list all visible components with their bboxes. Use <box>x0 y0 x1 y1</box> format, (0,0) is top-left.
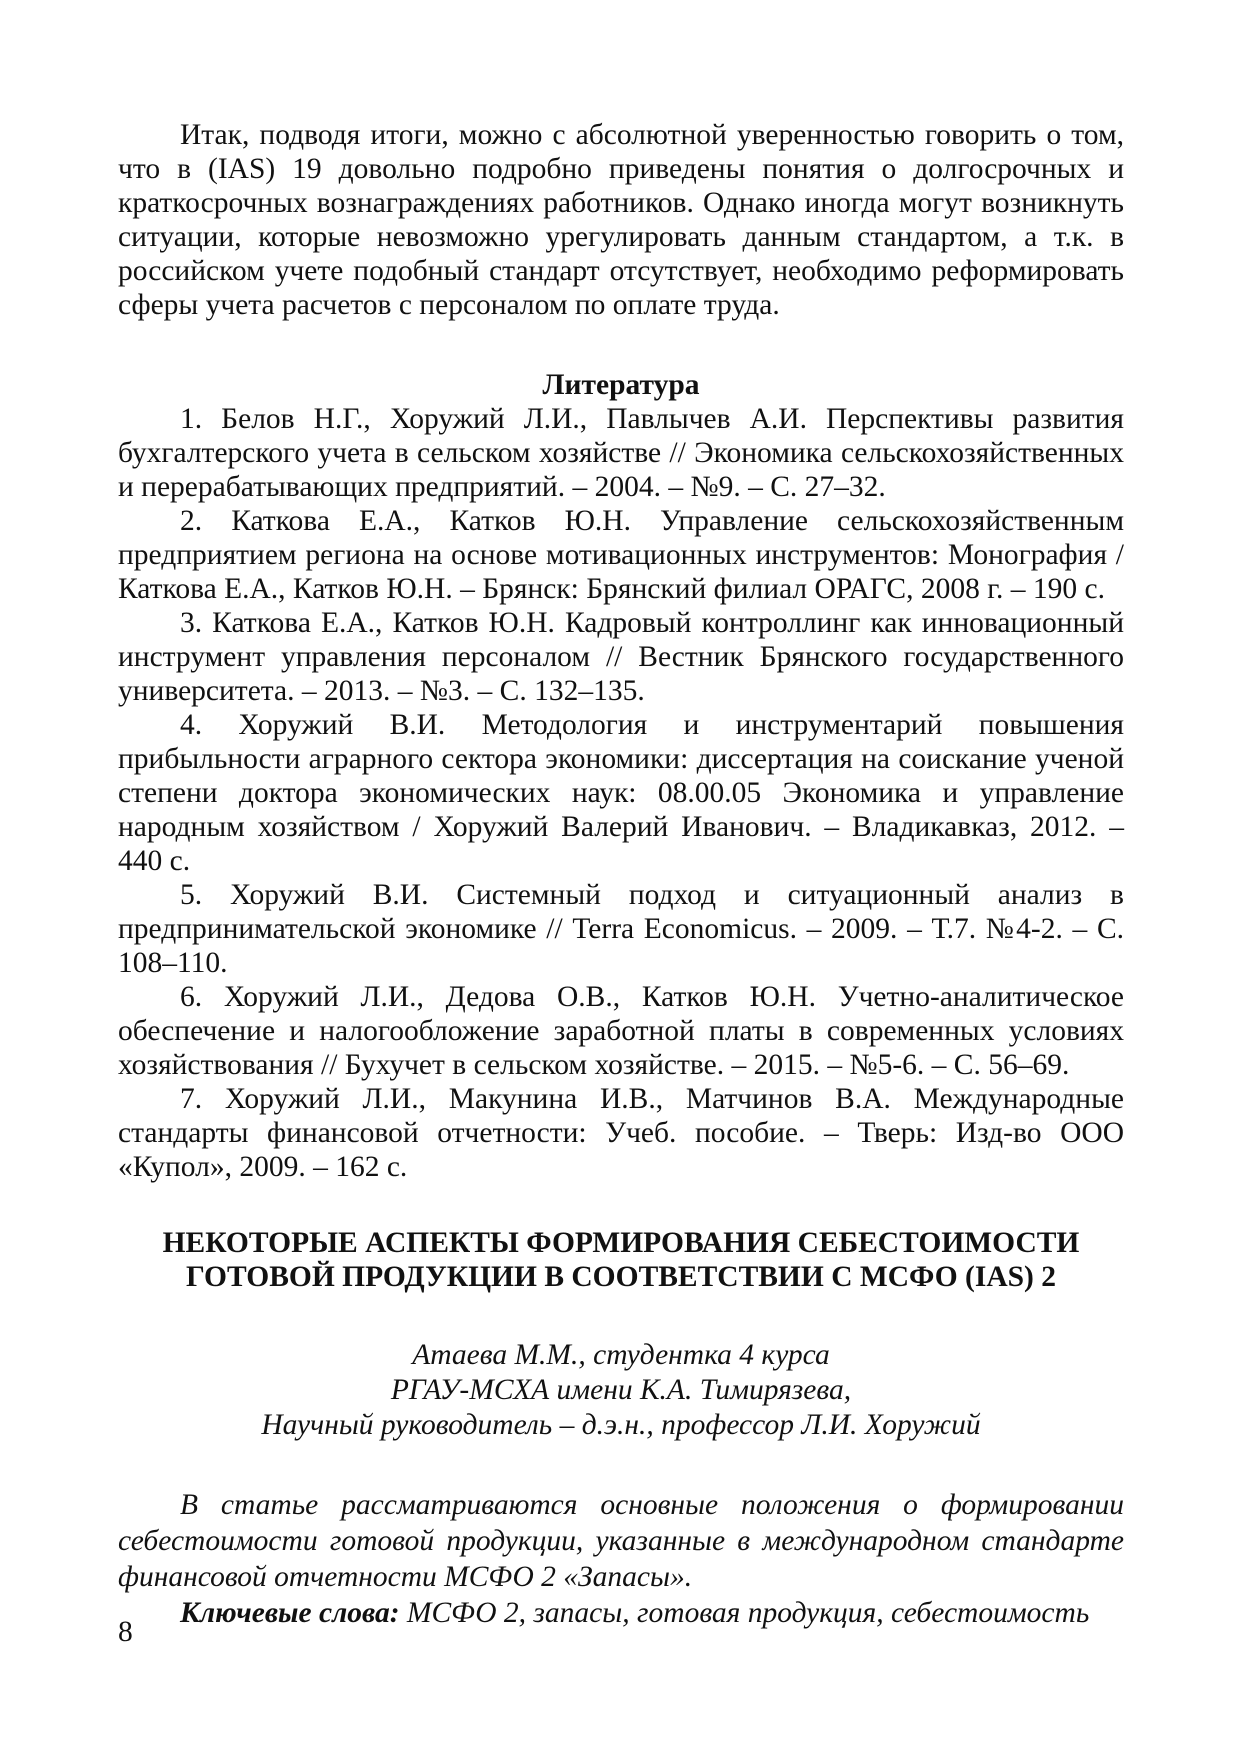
literature-heading: Литература <box>542 369 700 401</box>
article-title <box>118 1226 1124 1294</box>
author-name: Атаева М.М., студентка 4 курса <box>412 1339 830 1371</box>
reference-item: 4. Хоружий В.И. Методология и инструментарий повышения прибыльности аграрного сектора экономики: диссертация на соискание ученой степени доктора экономических наук: 08.00.05 Экономика и управление народным хозяйством / Хоружий Валерий Иванович. – Владикавказ, 2012. – 440 с. <box>118 709 1124 877</box>
page-number: 8 <box>118 1616 133 1648</box>
keywords-label: Ключевые слова: <box>180 1597 400 1629</box>
reference-item: 7. Хоружий Л.И., Макунина И.В., Матчинов В.А. Международные стандарты финансовой отчетности: Учеб. пособие. – Тверь: Изд-во ООО «Купол», 2009. – 162 с. <box>118 1083 1124 1183</box>
article-title-line: НЕКОТОРЫЕ АСПЕКТЫ ФОРМИРОВАНИЯ СЕБЕСТОИМОСТИ <box>162 1227 1080 1259</box>
conclusion-paragraph: Итак, подводя итоги, можно с абсолютной уверенностью говорить о том, что в (IAS) 19 довольно подробно приведены понятия о долгосрочных и краткосрочных вознаграждениях работников. Однако иногда могут возникнуть ситуации, которые невозможно урегулировать данным стандартом, а т.к. в российском учете подобный стандарт отсутствует, необходимо реформировать сферы учета расчетов с персоналом по оплате труда. <box>118 119 1124 321</box>
author-block <box>118 1338 1124 1443</box>
page-content <box>118 118 1124 1631</box>
article-title-line: ГОТОВОЙ ПРОДУКЦИИ В СООТВЕТСТВИИ С МСФО (IAS) 2 <box>185 1261 1057 1293</box>
reference-item: 6. Хоружий Л.И., Дедова О.В., Катков Ю.Н. Учетно-аналитическое обеспечение и налогообложение заработной платы в современных условиях хозяйствования // Бухучет в сельском хозяйстве. – 2015. – №5-6. – С. 56–69. <box>118 981 1124 1081</box>
reference-item: 3. Каткова Е.А., Катков Ю.Н. Кадровый контроллинг как инновационный инструмент управления персоналом // Вестник Брянского государственного университета. – 2013. – №3. – С. 132–135. <box>118 607 1124 707</box>
reference-item: 1. Белов Н.Г., Хоружий Л.И., Павлычев А.И. Перспективы развития бухгалтерского учета в сельском хозяйстве // Экономика сельскохозяйственных и перерабатывающих предприятий. – 2004. – №9. – С. 27–32. <box>118 403 1124 503</box>
abstract: В статье рассматриваются основные положения о формировании себестоимости готовой продукции, указанные в международном стандарте финансовой отчетности МСФО 2 «Запасы». <box>118 1489 1124 1593</box>
keywords-list: МСФО 2, запасы, готовая продукция, себестоимость <box>399 1597 1090 1629</box>
keywords <box>118 1595 1124 1631</box>
scientific-supervisor: Научный руководитель – д.э.н., профессор Л.И. Хоружий <box>261 1409 981 1441</box>
reference-item: 2. Каткова Е.А., Катков Ю.Н. Управление сельскохозяйственным предприятием региона на основе мотивационных инструментов: Монография / Каткова Е.А., Катков Ю.Н. – Брянск: Брянский филиал ОРАГС, 2008 г. – 190 с. <box>118 505 1124 605</box>
reference-item: 5. Хоружий В.И. Системный подход и ситуационный анализ в предпринимательской экономике // Terra Economicus. – 2009. – Т.7. №4-2. – С. 108–110. <box>118 879 1124 979</box>
reference-list <box>118 402 1124 1184</box>
author-affiliation: РГАУ-МСХА имени К.А. Тимирязева, <box>390 1374 852 1406</box>
